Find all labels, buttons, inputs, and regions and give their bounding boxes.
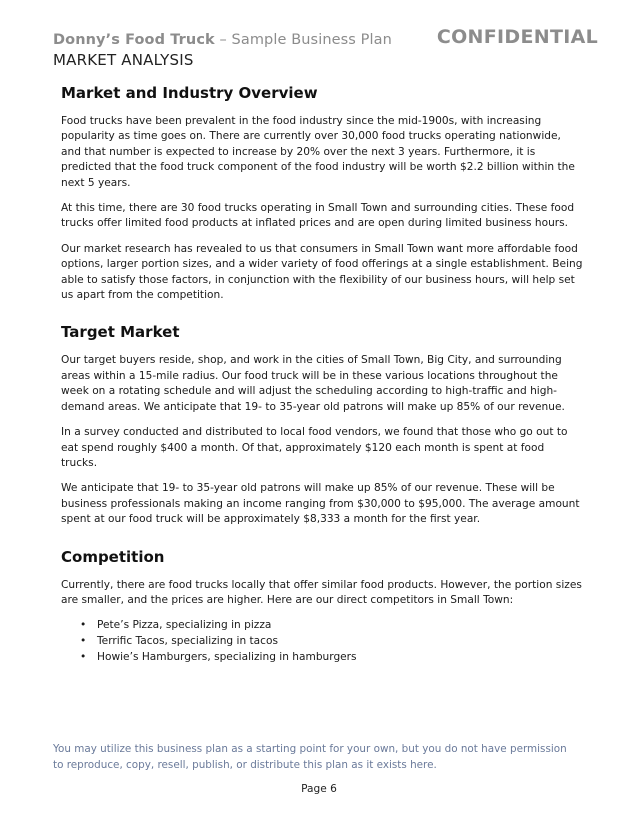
paragraph: Currently, there are food trucks locally that offer similar food products. However, the portion sizes are smaller, and the prices are higher. Here are our direct competitors in Small Town: [61, 578, 582, 606]
paragraph: Food trucks have been prevalent in the food industry since the mid-1900s, with increasing popularity as time goes on. There are currently over 30,000 food trucks operating nationwide, and that number is expected to increase by 20% over the next 3 years. Furthermore, it is predicted that the food truck component of the food industry will be worth $2.2 billion within the next 5 years. [61, 115, 575, 189]
competition-section [61, 548, 583, 666]
bullet-icon: • [80, 619, 87, 632]
header-line [53, 26, 598, 51]
plan-subtitle: Sample Business Plan [231, 32, 392, 48]
paragraph: Our market research has revealed to us that consumers in Small Town want more affordable food options, larger portion sizes, and a wider variety of food offerings at a single establishment. Being able to satisfy those factors, in conjunction with the flexibility of our business hours, will help set us apart from the competition. [61, 242, 583, 302]
paragraph: At this time, there are 30 food trucks operating in Small Town and surrounding cities. These food trucks offer limited food products at inflated prices and are open during limited business hours. [61, 202, 575, 230]
list-item [80, 634, 583, 650]
competitor-list [61, 618, 583, 665]
page-number: Page 6 [301, 783, 337, 795]
page-header [53, 26, 598, 69]
list-item [80, 650, 583, 666]
paragraph: In a survey conducted and distributed to local food vendors, we found that those who go out to eat spend roughly $400 a month. Of that, approximately $120 each month is spent at food trucks. [61, 426, 568, 469]
list-item [80, 618, 583, 634]
list-item-text: Howie’s Hamburgers, specializing in hamburgers [97, 650, 357, 663]
confidential-label: CONFIDENTIAL [436, 26, 598, 48]
footer-disclaimer: You may utilize this business plan as a starting point for your own, but you do not have permission to reproduce, copy, resell, publish, or distribute this plan as it exists here. [53, 743, 567, 771]
list-item-text: Pete’s Pizza, specializing in pizza [97, 619, 272, 632]
section-heading: Market and Industry Overview [61, 84, 318, 102]
title-separator: – [214, 32, 232, 48]
paragraph: Our target buyers reside, shop, and work in the cities of Small Town, Big City, and surrounding areas within a 15-mile radius. Our food truck will be in these various locations throughout the week on a rotating schedule and will adjust the scheduling according to high-traffic and high-demand areas. We anticipate that 19- to 35-year old patrons will make up 85% of our revenue. [61, 354, 565, 413]
section-heading: Competition [61, 547, 165, 566]
document-title [53, 32, 392, 48]
bullet-icon: • [80, 634, 87, 647]
market-overview-section [61, 84, 583, 303]
paragraph: We anticipate that 19- to 35-year old patrons will make up 85% of our revenue. These will be business professionals making an income ranging from $30,000 to $95,000. The average amount spent at our food truck will be approximately $8,333 a month for the first year. [61, 482, 580, 526]
section-heading: Target Market [61, 323, 180, 342]
bullet-icon: • [80, 650, 87, 663]
target-market-section [61, 323, 583, 527]
company-name: Donny’s Food Truck [53, 32, 215, 48]
section-title: MARKET ANALYSIS [53, 51, 194, 69]
list-item-text: Terrific Tacos, specializing in tacos [97, 634, 279, 647]
page-content [61, 84, 583, 685]
